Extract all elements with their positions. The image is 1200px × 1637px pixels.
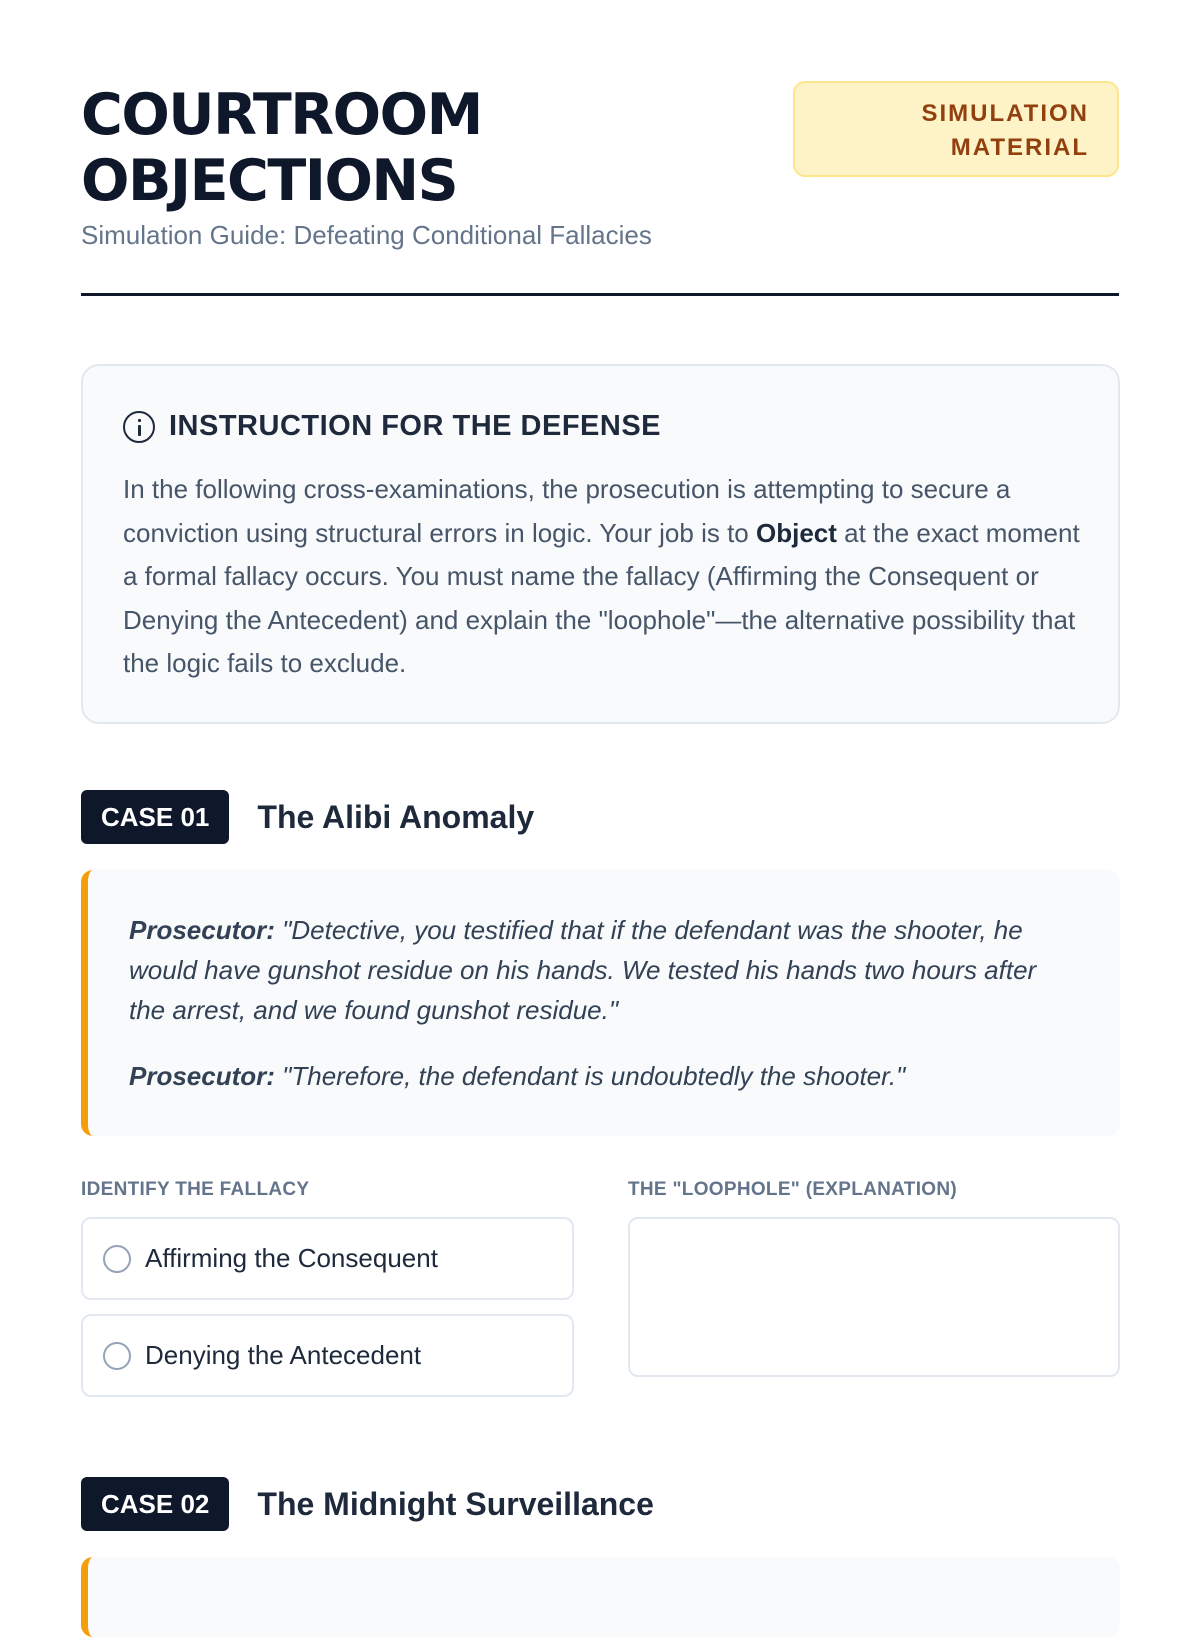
option-denying-antecedent[interactable] (81, 1314, 574, 1397)
dialogue-text: "Therefore, the defendant is undoubtedly the shooter." (274, 1061, 906, 1091)
header (81, 0, 1119, 296)
option-label: Affirming the Consequent (145, 1243, 438, 1273)
case-02-title: The Midnight Surveillance (257, 1485, 654, 1522)
info-icon (123, 411, 155, 443)
case-01-title: The Alibi Anomaly (257, 798, 535, 835)
instruction-header (123, 410, 661, 443)
loophole-label: THE "LOOPHOLE" (EXPLANATION) (628, 1179, 958, 1200)
dialogue-text: "Detective, you testified that if the defendant was the shooter, he would have gunshot residue on his hands. We tested his hands two hours after the arrest, and we found gunshot residue." (129, 915, 1037, 1025)
instruction-emphasis: Object (755, 517, 837, 548)
speaker-label: Prosecutor: (129, 1061, 275, 1091)
case-02-dialogue (81, 1557, 1120, 1637)
loophole-explanation-input[interactable] (628, 1217, 1120, 1377)
instruction-text-part-2: at the exact moment a formal fallacy occurs. You must name the fallacy (Affirming the Consequent or Denying the Antecedent) and explain the "loophole"—the alternative possibility that the logic fails to exclude. (123, 517, 1080, 678)
instruction-box (81, 364, 1120, 724)
radio-button[interactable] (103, 1342, 131, 1370)
instruction-title: INSTRUCTION FOR THE DEFENSE (169, 410, 662, 442)
page-title: COURTROOM OBJECTIONS (81, 82, 482, 214)
dialogue-line (129, 910, 1075, 1030)
instruction-text (123, 468, 1083, 686)
dialogue-line (129, 1056, 1075, 1096)
identify-fallacy-label: IDENTIFY THE FALLACY (81, 1179, 310, 1200)
case-01-dialogue (81, 870, 1120, 1136)
case-01-tag: CASE 01 (81, 790, 229, 844)
page-subtitle: Simulation Guide: Defeating Conditional Fallacies (81, 220, 652, 250)
case-01-header (81, 790, 534, 844)
simulation-badge: SIMULATION MATERIAL (793, 81, 1119, 177)
radio-button[interactable] (103, 1245, 131, 1273)
case-02-tag: CASE 02 (81, 1477, 229, 1531)
speaker-label: Prosecutor: (129, 915, 275, 945)
case-02-header (81, 1477, 654, 1531)
option-label: Denying the Antecedent (145, 1340, 422, 1370)
option-affirming-consequent[interactable] (81, 1217, 574, 1300)
instruction-text-part-1: In the following cross-examinations, the prosecution is attempting to secure a conviction using structural errors in logic. Your job is to (123, 474, 1011, 548)
